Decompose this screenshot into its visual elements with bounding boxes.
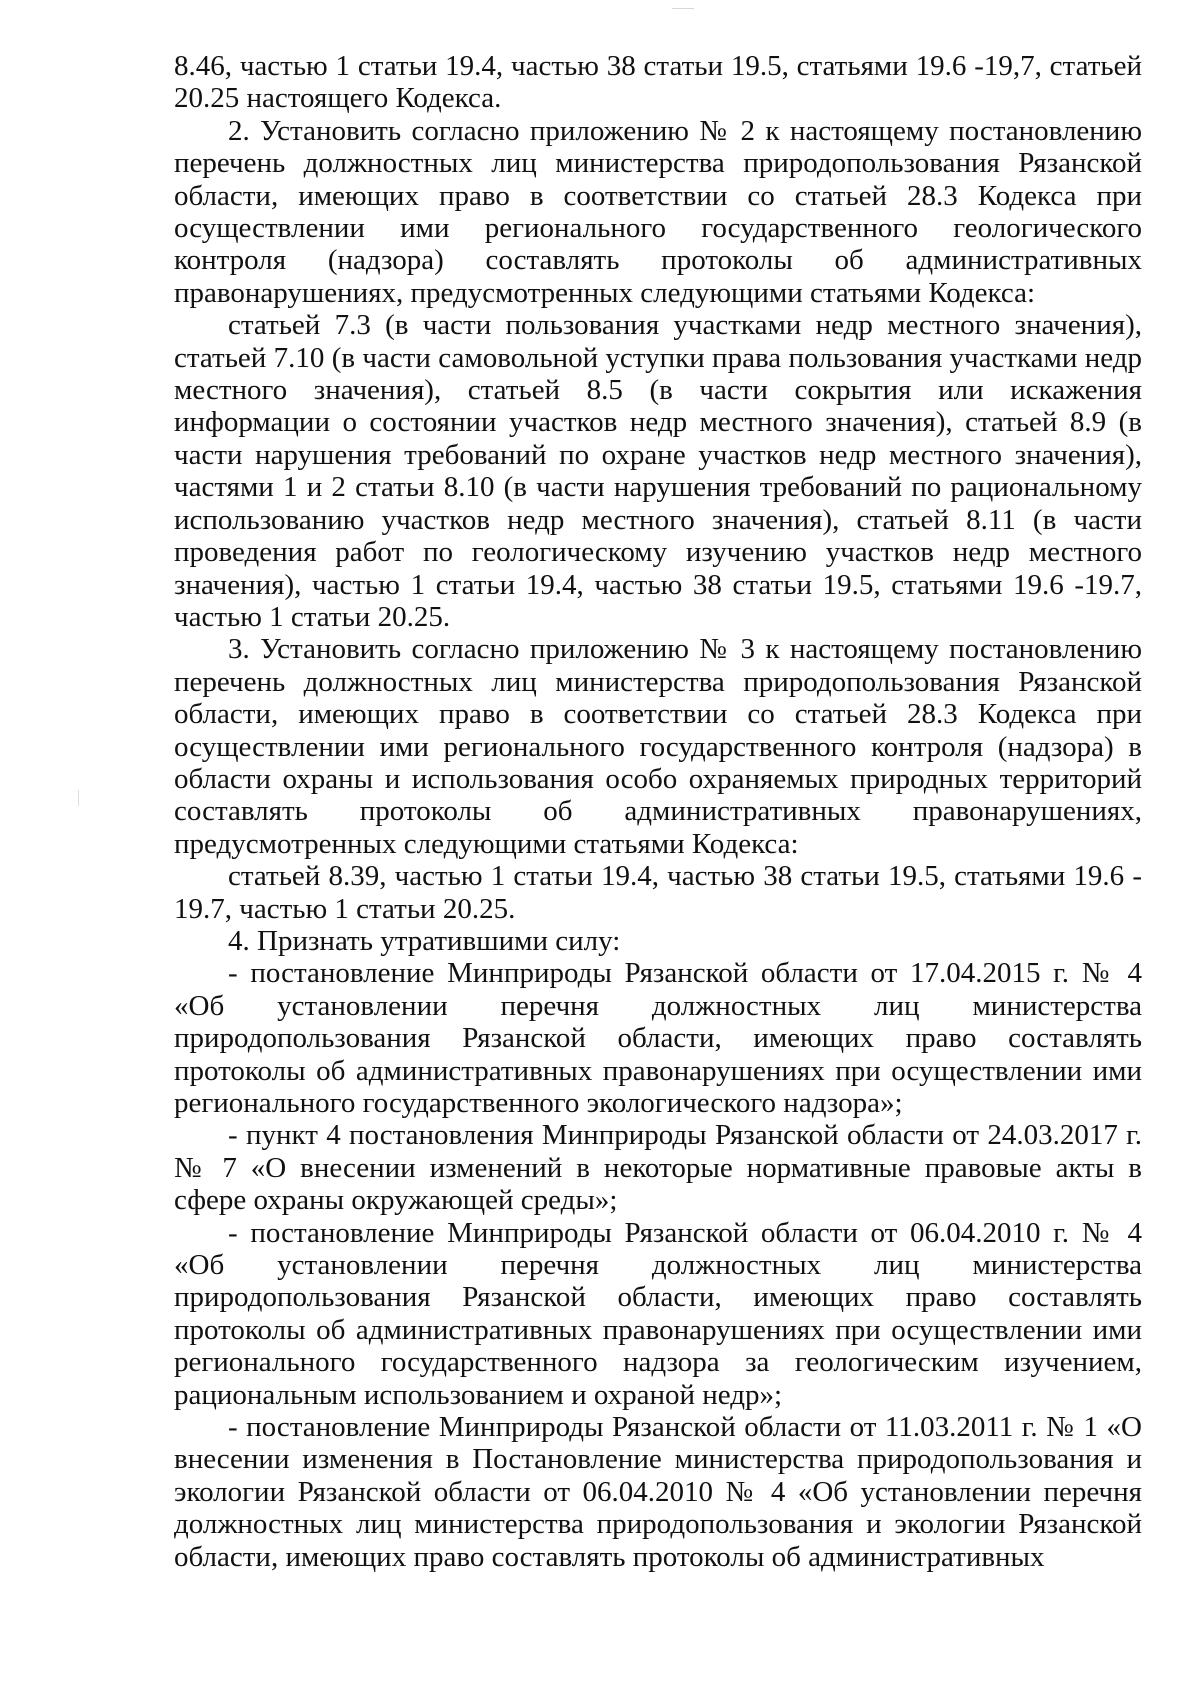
paragraph-item-3-articles: статьей 8.39, частью 1 статьи 19.4, частью 38 статьи 19.5, статьями 19.6 - 19.7, частью 1 статьи 20.25. bbox=[174, 860, 1142, 925]
scan-artifact-top bbox=[672, 8, 694, 9]
repealed-act-item: - постановление Минприроды Рязанской области от 17.04.2015 г. № 4 «Об установлении перечня должностных лиц министерства природопользования Рязанской области, имеющих право составлять протоколы об административных правонарушениях при осуществлении ими регионального государственного экологического надзора»; bbox=[174, 957, 1142, 1119]
paragraph-item-4: 4. Признать утратившими силу: bbox=[228, 924, 621, 957]
paragraph-continuation: 8.46, частью 1 статьи 19.4, частью 38 статьи 19.5, статьями 19.6 -19,7, статьей 20.25 настоящего Кодекса. bbox=[174, 50, 1142, 115]
repealed-act-item: - пункт 4 постановления Минприроды Рязанской области от 24.03.2017 г. № 7 «О внесении изменений в некоторые нормативные правовые акты в сфере охраны окружающей среды»; bbox=[174, 1119, 1142, 1217]
repealed-act-item: - постановление Минприроды Рязанской области от 11.03.2011 г. № 1 «О внесении изменения в Постановление министерства природопользования и экологии Рязанской области от 06.04.2010 № 4 «Об установлении перечня должностных лиц министерства природопользования и экологии Рязанской области, имеющих право составлять протоколы об административных bbox=[174, 1411, 1142, 1573]
repealed-act-item: - постановление Минприроды Рязанской области от 06.04.2010 г. № 4 «Об установлении перечня должностных лиц министерства природопользования Рязанской области, имеющих право составлять протоколы об административных правонарушениях при осуществлении ими регионального государственного надзора за геологическим изучением, рациональным использованием и охраной недр»; bbox=[174, 1216, 1142, 1411]
document-body bbox=[174, 50, 1142, 1573]
scan-artifact-left bbox=[78, 790, 79, 806]
paragraph-item-3: 3. Установить согласно приложению № 3 к настоящему постановлению перечень должностных лиц министерства природопользования Рязанской области, имеющих право в соответствии со статьей 28.3 Кодекса при осуществлении ими регионального государственного контроля (надзора) в области охраны и использования особо охраняемых природных территорий составлять протоколы об административных правонарушениях, предусмотренных следующими статьями Кодекса: bbox=[174, 633, 1142, 860]
paragraph-item-2-articles: статьей 7.3 (в части пользования участками недр местного значения), статьей 7.10 (в части самовольной уступки права пользования участками недр местного значения), статьей 8.5 (в части сокрытия или искажения информации о состоянии участков недр местного значения), статьей 8.9 (в части нарушения требований по охране участков недр местного значения), частями 1 и 2 статьи 8.10 (в части нарушения требований по рациональному использованию участков недр местного значения), статьей 8.11 (в части проведения работ по геологическому изучению участков недр местного значения), частью 1 статьи 19.4, частью 38 статьи 19.5, статьями 19.6 -19.7, частью 1 статьи 20.25. bbox=[174, 309, 1142, 633]
paragraph-item-2: 2. Установить согласно приложению № 2 к настоящему постановлению перечень должностных лиц министерства природопользования Рязанской области, имеющих право в соответствии со статьей 28.3 Кодекса при осуществлении ими регионального государственного геологического контроля (надзора) составлять протоколы об административных правонарушениях, предусмотренных следующими статьями Кодекса: bbox=[174, 114, 1142, 309]
